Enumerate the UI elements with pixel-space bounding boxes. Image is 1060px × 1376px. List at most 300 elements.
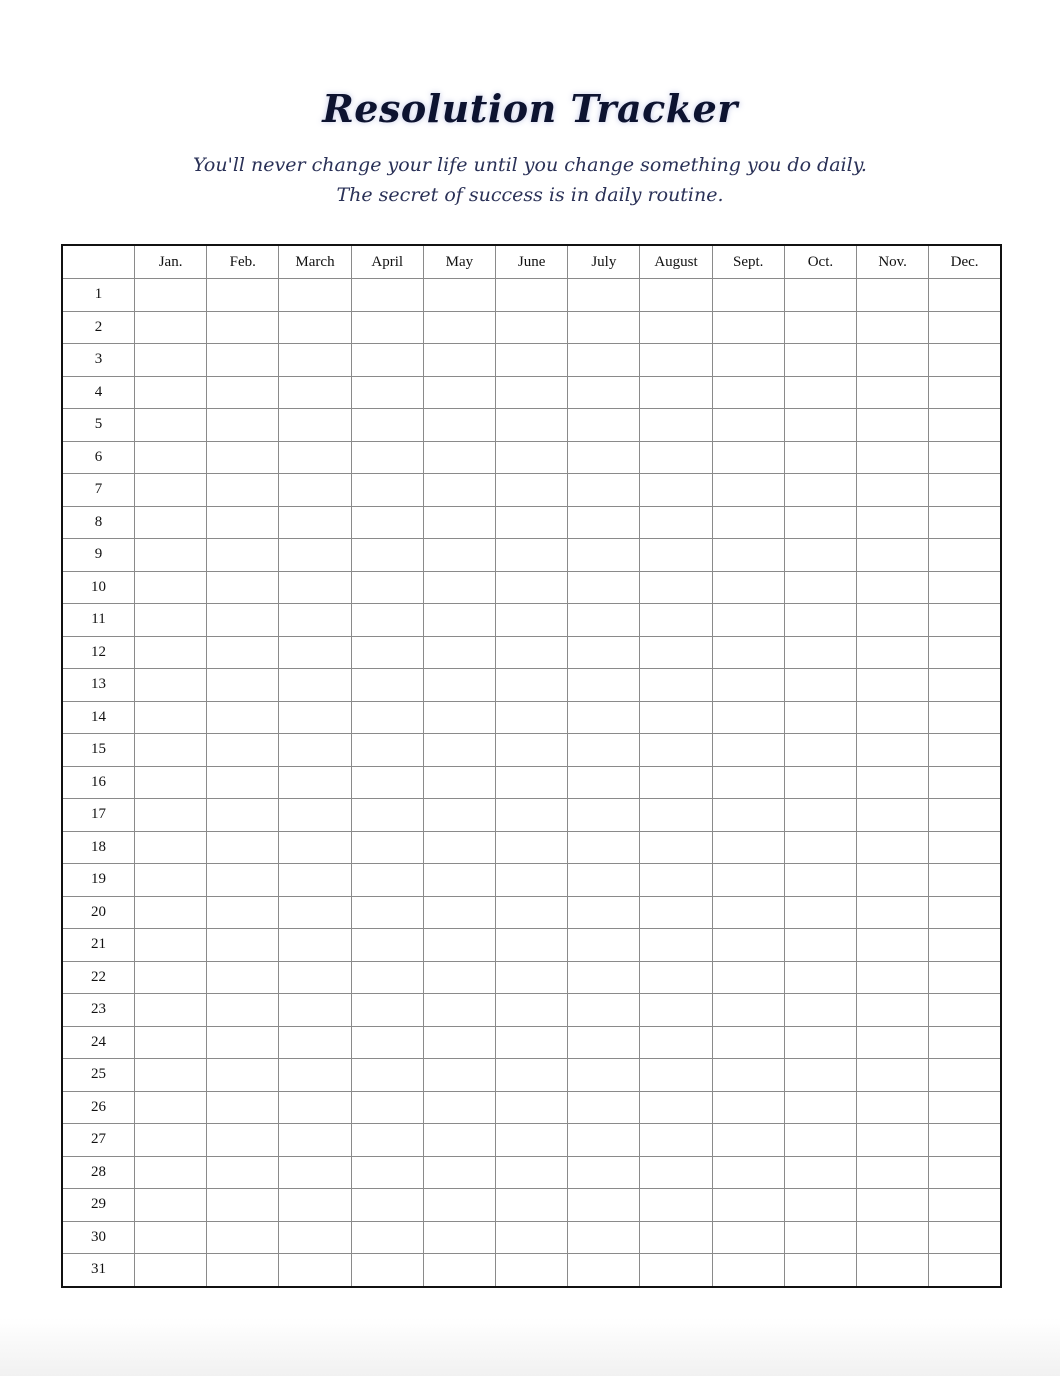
tracker-cell[interactable] <box>568 571 640 604</box>
tracker-cell[interactable] <box>857 604 929 637</box>
tracker-cell[interactable] <box>857 1059 929 1092</box>
tracker-cell[interactable] <box>351 441 423 474</box>
tracker-cell[interactable] <box>929 799 1001 832</box>
tracker-cell[interactable] <box>135 539 207 572</box>
tracker-cell[interactable] <box>496 994 568 1027</box>
tracker-cell[interactable] <box>279 701 351 734</box>
tracker-cell[interactable] <box>568 766 640 799</box>
tracker-cell[interactable] <box>351 1156 423 1189</box>
tracker-cell[interactable] <box>857 571 929 604</box>
tracker-cell[interactable] <box>279 734 351 767</box>
tracker-cell[interactable] <box>496 1221 568 1254</box>
tracker-cell[interactable] <box>568 506 640 539</box>
tracker-cell[interactable] <box>135 1189 207 1222</box>
tracker-cell[interactable] <box>784 571 856 604</box>
tracker-cell[interactable] <box>279 1221 351 1254</box>
tracker-cell[interactable] <box>279 1254 351 1287</box>
tracker-cell[interactable] <box>279 539 351 572</box>
tracker-cell[interactable] <box>712 896 784 929</box>
tracker-cell[interactable] <box>496 1254 568 1287</box>
tracker-cell[interactable] <box>496 474 568 507</box>
tracker-cell[interactable] <box>929 604 1001 637</box>
tracker-cell[interactable] <box>568 1254 640 1287</box>
tracker-cell[interactable] <box>135 1221 207 1254</box>
tracker-cell[interactable] <box>496 961 568 994</box>
tracker-cell[interactable] <box>640 539 712 572</box>
tracker-cell[interactable] <box>423 1254 495 1287</box>
tracker-cell[interactable] <box>712 1124 784 1157</box>
tracker-cell[interactable] <box>135 701 207 734</box>
tracker-cell[interactable] <box>279 1091 351 1124</box>
tracker-cell[interactable] <box>207 701 279 734</box>
tracker-cell[interactable] <box>351 311 423 344</box>
tracker-cell[interactable] <box>351 344 423 377</box>
tracker-cell[interactable] <box>857 376 929 409</box>
tracker-cell[interactable] <box>712 474 784 507</box>
tracker-cell[interactable] <box>207 1026 279 1059</box>
tracker-cell[interactable] <box>135 1091 207 1124</box>
tracker-cell[interactable] <box>423 376 495 409</box>
tracker-cell[interactable] <box>857 1156 929 1189</box>
tracker-cell[interactable] <box>784 1254 856 1287</box>
tracker-cell[interactable] <box>496 1156 568 1189</box>
tracker-cell[interactable] <box>568 929 640 962</box>
tracker-cell[interactable] <box>279 279 351 312</box>
tracker-cell[interactable] <box>135 279 207 312</box>
tracker-cell[interactable] <box>496 734 568 767</box>
tracker-cell[interactable] <box>857 1091 929 1124</box>
tracker-cell[interactable] <box>784 1156 856 1189</box>
tracker-cell[interactable] <box>640 1254 712 1287</box>
tracker-cell[interactable] <box>207 571 279 604</box>
tracker-cell[interactable] <box>712 766 784 799</box>
tracker-cell[interactable] <box>857 636 929 669</box>
tracker-cell[interactable] <box>423 1156 495 1189</box>
tracker-cell[interactable] <box>640 311 712 344</box>
tracker-cell[interactable] <box>207 929 279 962</box>
tracker-cell[interactable] <box>207 766 279 799</box>
tracker-cell[interactable] <box>640 1059 712 1092</box>
tracker-cell[interactable] <box>929 1254 1001 1287</box>
tracker-cell[interactable] <box>423 896 495 929</box>
tracker-cell[interactable] <box>712 604 784 637</box>
tracker-cell[interactable] <box>857 929 929 962</box>
tracker-cell[interactable] <box>135 506 207 539</box>
tracker-cell[interactable] <box>784 929 856 962</box>
tracker-cell[interactable] <box>423 344 495 377</box>
tracker-cell[interactable] <box>496 701 568 734</box>
tracker-cell[interactable] <box>279 409 351 442</box>
tracker-cell[interactable] <box>712 506 784 539</box>
tracker-cell[interactable] <box>279 896 351 929</box>
tracker-cell[interactable] <box>568 669 640 702</box>
tracker-cell[interactable] <box>351 831 423 864</box>
tracker-cell[interactable] <box>568 734 640 767</box>
tracker-cell[interactable] <box>135 929 207 962</box>
tracker-cell[interactable] <box>279 474 351 507</box>
tracker-cell[interactable] <box>496 376 568 409</box>
tracker-cell[interactable] <box>279 929 351 962</box>
tracker-cell[interactable] <box>784 506 856 539</box>
tracker-cell[interactable] <box>568 864 640 897</box>
tracker-cell[interactable] <box>423 1124 495 1157</box>
tracker-cell[interactable] <box>784 409 856 442</box>
tracker-cell[interactable] <box>640 701 712 734</box>
tracker-cell[interactable] <box>784 701 856 734</box>
tracker-cell[interactable] <box>135 571 207 604</box>
tracker-cell[interactable] <box>496 636 568 669</box>
tracker-cell[interactable] <box>279 766 351 799</box>
tracker-cell[interactable] <box>207 896 279 929</box>
tracker-cell[interactable] <box>351 1091 423 1124</box>
tracker-cell[interactable] <box>423 441 495 474</box>
tracker-cell[interactable] <box>568 344 640 377</box>
tracker-cell[interactable] <box>929 994 1001 1027</box>
tracker-cell[interactable] <box>857 896 929 929</box>
tracker-cell[interactable] <box>496 864 568 897</box>
tracker-cell[interactable] <box>207 409 279 442</box>
tracker-cell[interactable] <box>712 1221 784 1254</box>
tracker-cell[interactable] <box>929 929 1001 962</box>
tracker-cell[interactable] <box>207 864 279 897</box>
tracker-cell[interactable] <box>784 961 856 994</box>
tracker-cell[interactable] <box>423 571 495 604</box>
tracker-cell[interactable] <box>857 539 929 572</box>
tracker-cell[interactable] <box>568 539 640 572</box>
tracker-cell[interactable] <box>423 799 495 832</box>
tracker-cell[interactable] <box>423 961 495 994</box>
tracker-cell[interactable] <box>712 1189 784 1222</box>
tracker-cell[interactable] <box>712 376 784 409</box>
tracker-cell[interactable] <box>857 961 929 994</box>
tracker-cell[interactable] <box>496 344 568 377</box>
tracker-cell[interactable] <box>351 929 423 962</box>
tracker-cell[interactable] <box>351 279 423 312</box>
tracker-cell[interactable] <box>568 636 640 669</box>
tracker-cell[interactable] <box>207 734 279 767</box>
tracker-cell[interactable] <box>351 539 423 572</box>
tracker-cell[interactable] <box>135 474 207 507</box>
tracker-cell[interactable] <box>568 409 640 442</box>
tracker-cell[interactable] <box>640 636 712 669</box>
tracker-cell[interactable] <box>640 376 712 409</box>
tracker-cell[interactable] <box>423 409 495 442</box>
tracker-cell[interactable] <box>135 376 207 409</box>
tracker-cell[interactable] <box>712 734 784 767</box>
tracker-cell[interactable] <box>784 831 856 864</box>
tracker-cell[interactable] <box>351 409 423 442</box>
tracker-cell[interactable] <box>857 799 929 832</box>
tracker-cell[interactable] <box>640 279 712 312</box>
tracker-cell[interactable] <box>496 831 568 864</box>
tracker-cell[interactable] <box>207 1091 279 1124</box>
tracker-cell[interactable] <box>135 604 207 637</box>
tracker-cell[interactable] <box>784 376 856 409</box>
tracker-cell[interactable] <box>857 441 929 474</box>
tracker-cell[interactable] <box>423 539 495 572</box>
tracker-cell[interactable] <box>857 311 929 344</box>
tracker-cell[interactable] <box>279 831 351 864</box>
tracker-cell[interactable] <box>496 409 568 442</box>
tracker-cell[interactable] <box>857 669 929 702</box>
tracker-cell[interactable] <box>496 1091 568 1124</box>
tracker-cell[interactable] <box>351 474 423 507</box>
tracker-cell[interactable] <box>712 799 784 832</box>
tracker-cell[interactable] <box>712 961 784 994</box>
tracker-cell[interactable] <box>712 1091 784 1124</box>
tracker-cell[interactable] <box>279 799 351 832</box>
tracker-cell[interactable] <box>423 734 495 767</box>
tracker-cell[interactable] <box>351 604 423 637</box>
tracker-cell[interactable] <box>423 1059 495 1092</box>
tracker-cell[interactable] <box>207 636 279 669</box>
tracker-cell[interactable] <box>784 896 856 929</box>
tracker-cell[interactable] <box>135 441 207 474</box>
tracker-cell[interactable] <box>640 766 712 799</box>
tracker-cell[interactable] <box>857 864 929 897</box>
tracker-cell[interactable] <box>568 1026 640 1059</box>
tracker-cell[interactable] <box>640 1221 712 1254</box>
tracker-cell[interactable] <box>929 441 1001 474</box>
tracker-cell[interactable] <box>135 311 207 344</box>
tracker-cell[interactable] <box>712 539 784 572</box>
tracker-cell[interactable] <box>135 636 207 669</box>
tracker-cell[interactable] <box>351 669 423 702</box>
tracker-cell[interactable] <box>929 376 1001 409</box>
tracker-cell[interactable] <box>279 669 351 702</box>
tracker-cell[interactable] <box>207 474 279 507</box>
tracker-cell[interactable] <box>568 1059 640 1092</box>
tracker-cell[interactable] <box>135 766 207 799</box>
tracker-cell[interactable] <box>423 831 495 864</box>
tracker-cell[interactable] <box>857 1026 929 1059</box>
tracker-cell[interactable] <box>857 701 929 734</box>
tracker-cell[interactable] <box>423 701 495 734</box>
tracker-cell[interactable] <box>207 1156 279 1189</box>
tracker-cell[interactable] <box>135 669 207 702</box>
tracker-cell[interactable] <box>135 344 207 377</box>
tracker-cell[interactable] <box>351 766 423 799</box>
tracker-cell[interactable] <box>857 279 929 312</box>
tracker-cell[interactable] <box>929 636 1001 669</box>
tracker-cell[interactable] <box>640 799 712 832</box>
tracker-cell[interactable] <box>929 474 1001 507</box>
tracker-cell[interactable] <box>568 1091 640 1124</box>
tracker-cell[interactable] <box>568 701 640 734</box>
tracker-cell[interactable] <box>423 311 495 344</box>
tracker-cell[interactable] <box>568 994 640 1027</box>
tracker-cell[interactable] <box>929 864 1001 897</box>
tracker-cell[interactable] <box>423 279 495 312</box>
tracker-cell[interactable] <box>279 994 351 1027</box>
tracker-cell[interactable] <box>207 994 279 1027</box>
tracker-cell[interactable] <box>423 929 495 962</box>
tracker-cell[interactable] <box>784 1026 856 1059</box>
tracker-cell[interactable] <box>712 929 784 962</box>
tracker-cell[interactable] <box>279 1156 351 1189</box>
tracker-cell[interactable] <box>279 961 351 994</box>
tracker-cell[interactable] <box>784 279 856 312</box>
tracker-cell[interactable] <box>279 604 351 637</box>
tracker-cell[interactable] <box>784 864 856 897</box>
tracker-cell[interactable] <box>640 929 712 962</box>
tracker-cell[interactable] <box>640 506 712 539</box>
tracker-cell[interactable] <box>640 864 712 897</box>
tracker-cell[interactable] <box>784 604 856 637</box>
tracker-cell[interactable] <box>351 1026 423 1059</box>
tracker-cell[interactable] <box>135 409 207 442</box>
tracker-cell[interactable] <box>496 799 568 832</box>
tracker-cell[interactable] <box>640 1091 712 1124</box>
tracker-cell[interactable] <box>207 506 279 539</box>
tracker-cell[interactable] <box>279 506 351 539</box>
tracker-cell[interactable] <box>929 409 1001 442</box>
tracker-cell[interactable] <box>135 994 207 1027</box>
tracker-cell[interactable] <box>640 474 712 507</box>
tracker-cell[interactable] <box>640 409 712 442</box>
tracker-cell[interactable] <box>279 571 351 604</box>
tracker-cell[interactable] <box>135 1026 207 1059</box>
tracker-cell[interactable] <box>351 636 423 669</box>
tracker-cell[interactable] <box>351 961 423 994</box>
tracker-cell[interactable] <box>207 799 279 832</box>
tracker-cell[interactable] <box>135 799 207 832</box>
tracker-cell[interactable] <box>857 1221 929 1254</box>
tracker-cell[interactable] <box>784 539 856 572</box>
tracker-cell[interactable] <box>712 1059 784 1092</box>
tracker-cell[interactable] <box>568 604 640 637</box>
tracker-cell[interactable] <box>351 701 423 734</box>
tracker-cell[interactable] <box>207 1254 279 1287</box>
tracker-cell[interactable] <box>351 864 423 897</box>
tracker-cell[interactable] <box>929 506 1001 539</box>
tracker-cell[interactable] <box>712 701 784 734</box>
tracker-cell[interactable] <box>351 1254 423 1287</box>
tracker-cell[interactable] <box>712 571 784 604</box>
tracker-cell[interactable] <box>423 506 495 539</box>
tracker-cell[interactable] <box>496 506 568 539</box>
tracker-cell[interactable] <box>568 961 640 994</box>
tracker-cell[interactable] <box>784 344 856 377</box>
tracker-cell[interactable] <box>929 831 1001 864</box>
tracker-cell[interactable] <box>784 636 856 669</box>
tracker-cell[interactable] <box>568 1156 640 1189</box>
tracker-cell[interactable] <box>351 1221 423 1254</box>
tracker-cell[interactable] <box>712 1156 784 1189</box>
tracker-cell[interactable] <box>207 539 279 572</box>
tracker-cell[interactable] <box>496 1026 568 1059</box>
tracker-cell[interactable] <box>640 1124 712 1157</box>
tracker-cell[interactable] <box>423 994 495 1027</box>
tracker-cell[interactable] <box>712 311 784 344</box>
tracker-cell[interactable] <box>207 961 279 994</box>
tracker-cell[interactable] <box>640 571 712 604</box>
tracker-cell[interactable] <box>712 344 784 377</box>
tracker-cell[interactable] <box>929 571 1001 604</box>
tracker-cell[interactable] <box>568 1124 640 1157</box>
tracker-cell[interactable] <box>351 571 423 604</box>
tracker-cell[interactable] <box>712 1026 784 1059</box>
tracker-cell[interactable] <box>496 441 568 474</box>
tracker-cell[interactable] <box>640 1189 712 1222</box>
tracker-cell[interactable] <box>496 604 568 637</box>
tracker-cell[interactable] <box>207 604 279 637</box>
tracker-cell[interactable] <box>496 311 568 344</box>
tracker-cell[interactable] <box>207 441 279 474</box>
tracker-cell[interactable] <box>784 1189 856 1222</box>
tracker-cell[interactable] <box>929 734 1001 767</box>
tracker-cell[interactable] <box>640 961 712 994</box>
tracker-cell[interactable] <box>207 279 279 312</box>
tracker-cell[interactable] <box>929 961 1001 994</box>
tracker-cell[interactable] <box>279 636 351 669</box>
tracker-cell[interactable] <box>640 669 712 702</box>
tracker-cell[interactable] <box>279 1026 351 1059</box>
tracker-cell[interactable] <box>929 1026 1001 1059</box>
tracker-cell[interactable] <box>496 1059 568 1092</box>
tracker-cell[interactable] <box>423 864 495 897</box>
tracker-cell[interactable] <box>712 669 784 702</box>
tracker-cell[interactable] <box>712 409 784 442</box>
tracker-cell[interactable] <box>784 799 856 832</box>
tracker-cell[interactable] <box>784 1124 856 1157</box>
tracker-cell[interactable] <box>568 376 640 409</box>
tracker-cell[interactable] <box>784 441 856 474</box>
tracker-cell[interactable] <box>135 961 207 994</box>
tracker-cell[interactable] <box>784 669 856 702</box>
tracker-cell[interactable] <box>568 474 640 507</box>
tracker-cell[interactable] <box>207 831 279 864</box>
tracker-cell[interactable] <box>857 409 929 442</box>
tracker-cell[interactable] <box>423 474 495 507</box>
tracker-cell[interactable] <box>857 506 929 539</box>
tracker-cell[interactable] <box>423 1189 495 1222</box>
tracker-cell[interactable] <box>784 994 856 1027</box>
tracker-cell[interactable] <box>640 994 712 1027</box>
tracker-cell[interactable] <box>712 831 784 864</box>
tracker-cell[interactable] <box>496 1189 568 1222</box>
tracker-cell[interactable] <box>784 474 856 507</box>
tracker-cell[interactable] <box>207 311 279 344</box>
tracker-cell[interactable] <box>929 1124 1001 1157</box>
tracker-cell[interactable] <box>712 441 784 474</box>
tracker-cell[interactable] <box>135 831 207 864</box>
tracker-cell[interactable] <box>351 896 423 929</box>
tracker-cell[interactable] <box>640 604 712 637</box>
tracker-cell[interactable] <box>929 344 1001 377</box>
tracker-cell[interactable] <box>568 831 640 864</box>
tracker-cell[interactable] <box>929 1059 1001 1092</box>
tracker-cell[interactable] <box>423 636 495 669</box>
tracker-cell[interactable] <box>712 864 784 897</box>
tracker-cell[interactable] <box>351 1189 423 1222</box>
tracker-cell[interactable] <box>640 896 712 929</box>
tracker-cell[interactable] <box>279 1189 351 1222</box>
tracker-cell[interactable] <box>423 1221 495 1254</box>
tracker-cell[interactable] <box>279 1124 351 1157</box>
tracker-cell[interactable] <box>712 994 784 1027</box>
tracker-cell[interactable] <box>857 344 929 377</box>
tracker-cell[interactable] <box>568 311 640 344</box>
tracker-cell[interactable] <box>929 539 1001 572</box>
tracker-cell[interactable] <box>496 571 568 604</box>
tracker-cell[interactable] <box>568 1189 640 1222</box>
tracker-cell[interactable] <box>929 311 1001 344</box>
tracker-cell[interactable] <box>135 734 207 767</box>
tracker-cell[interactable] <box>279 344 351 377</box>
tracker-cell[interactable] <box>207 669 279 702</box>
tracker-cell[interactable] <box>929 1091 1001 1124</box>
